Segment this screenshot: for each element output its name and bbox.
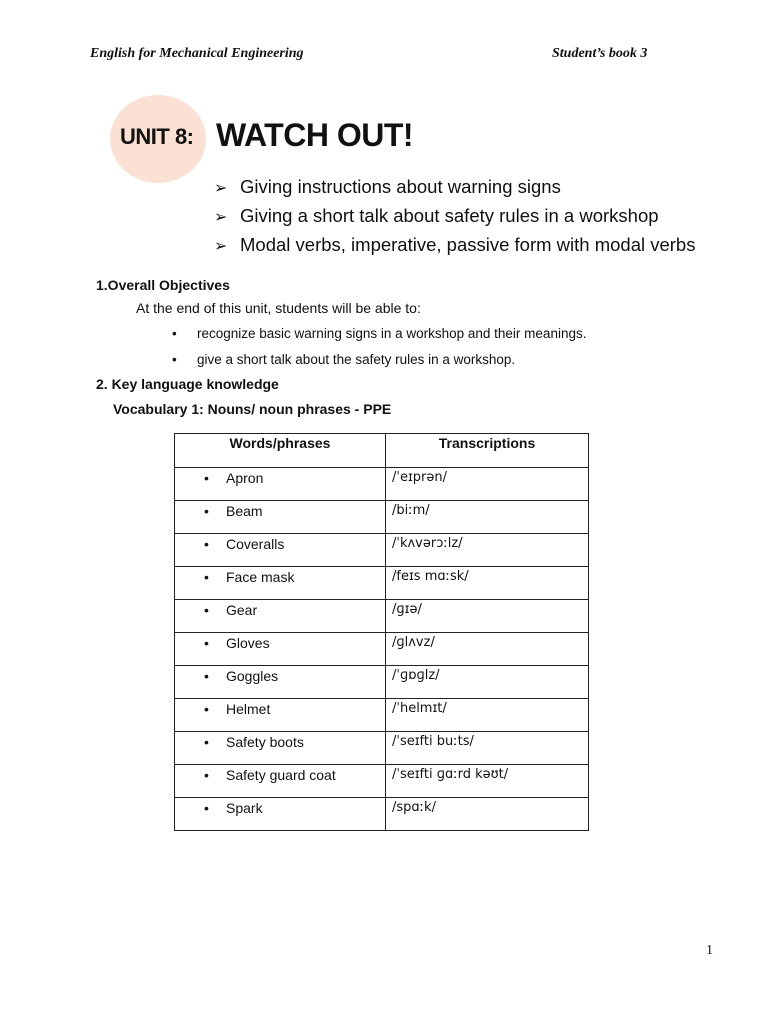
goal-item [214,201,695,230]
transcription-cell: /ɡlʌvz/ [386,633,589,666]
table-row [175,699,589,732]
transcription-cell: /ˈeɪprən/ [386,468,589,501]
word-text: Helmet [226,701,271,717]
word-text: Apron [226,470,264,486]
goal-item [214,172,695,201]
goal-item [214,230,695,259]
bullet-dot-icon: • [204,734,209,750]
word-text: Beam [226,503,263,519]
transcription-cell: /ˈɡɒɡlz/ [386,666,589,699]
column-header-words: Words/phrases [175,434,386,468]
word-text: Spark [226,800,263,816]
running-header-book: Student’s book 3 [552,46,648,61]
bullet-dot-icon: • [204,701,209,717]
bullet-dot-icon: • [204,503,209,519]
bullet-dot-icon: • [204,569,209,585]
transcription-cell: /biːm/ [386,501,589,534]
arrow-bullet-icon: ➢ [214,180,228,197]
word-text: Gloves [226,635,270,651]
section-heading-key-language: 2. Key language knowledge [96,376,279,392]
bullet-dot-icon: • [204,668,209,684]
objective-item [172,352,515,367]
bullet-dot-icon: • [204,470,209,486]
bullet-dot-icon: • [204,635,209,651]
goal-text: Giving instructions about warning signs [240,176,561,197]
table-header-row [175,434,589,468]
bullet-dot-icon: • [204,767,209,783]
table-row [175,567,589,600]
arrow-bullet-icon: ➢ [214,209,228,226]
column-header-transcriptions: Transcriptions [386,434,589,468]
word-cell [175,798,386,831]
table-row [175,468,589,501]
table-row [175,765,589,798]
word-text: Face mask [226,569,295,585]
bullet-dot-icon: • [172,326,177,341]
transcription-cell: /ˈseɪfti ɡɑːrd kəʊt/ [386,765,589,798]
word-cell [175,699,386,732]
bullet-dot-icon: • [204,536,209,552]
word-text: Coveralls [226,536,285,552]
transcription-cell: /spɑːk/ [386,798,589,831]
table-row [175,732,589,765]
transcription-cell: /ɡɪə/ [386,600,589,633]
word-cell [175,633,386,666]
unit-goals-list [214,172,695,259]
word-cell [175,765,386,798]
goal-text: Modal verbs, imperative, passive form with modal verbs [240,234,696,255]
word-cell [175,600,386,633]
word-cell [175,732,386,765]
word-text: Goggles [226,668,279,684]
bullet-dot-icon: • [204,602,209,618]
table-row [175,633,589,666]
unit-title: WATCH OUT! [216,117,414,153]
vocabulary-title: Vocabulary 1: Nouns/ noun phrases - PPE [113,401,392,417]
objective-text: recognize basic warning signs in a workshop and their meanings. [197,326,587,341]
arrow-bullet-icon: ➢ [214,238,228,255]
transcription-cell: /ˈkʌvərɔːlz/ [386,534,589,567]
word-cell [175,501,386,534]
goal-text: Giving a short talk about safety rules in a workshop [240,205,659,226]
word-text: Gear [226,602,258,618]
word-cell [175,468,386,501]
word-cell [175,666,386,699]
table-row [175,501,589,534]
word-cell [175,534,386,567]
section-heading-objectives: 1.Overall Objectives [96,277,230,293]
table-row [175,666,589,699]
running-header-title: English for Mechanical Engineering [90,46,304,61]
word-text: Safety boots [226,734,304,750]
unit-label: UNIT 8: [120,124,194,149]
word-cell [175,567,386,600]
transcription-cell: /ˈseɪfti buːts/ [386,732,589,765]
vocabulary-table [174,433,589,831]
objective-text: give a short talk about the safety rules in a workshop. [197,352,516,367]
transcription-cell: /ˈhelmɪt/ [386,699,589,732]
page-number: 1 [706,943,713,958]
bullet-dot-icon: • [172,352,177,367]
objective-item [172,326,586,341]
objectives-intro: At the end of this unit, students will be able to: [136,300,421,316]
transcription-cell: /feɪs mɑːsk/ [386,567,589,600]
table-row [175,798,589,831]
word-text: Safety guard coat [226,767,336,783]
table-row [175,600,589,633]
table-row [175,534,589,567]
bullet-dot-icon: • [204,800,209,816]
